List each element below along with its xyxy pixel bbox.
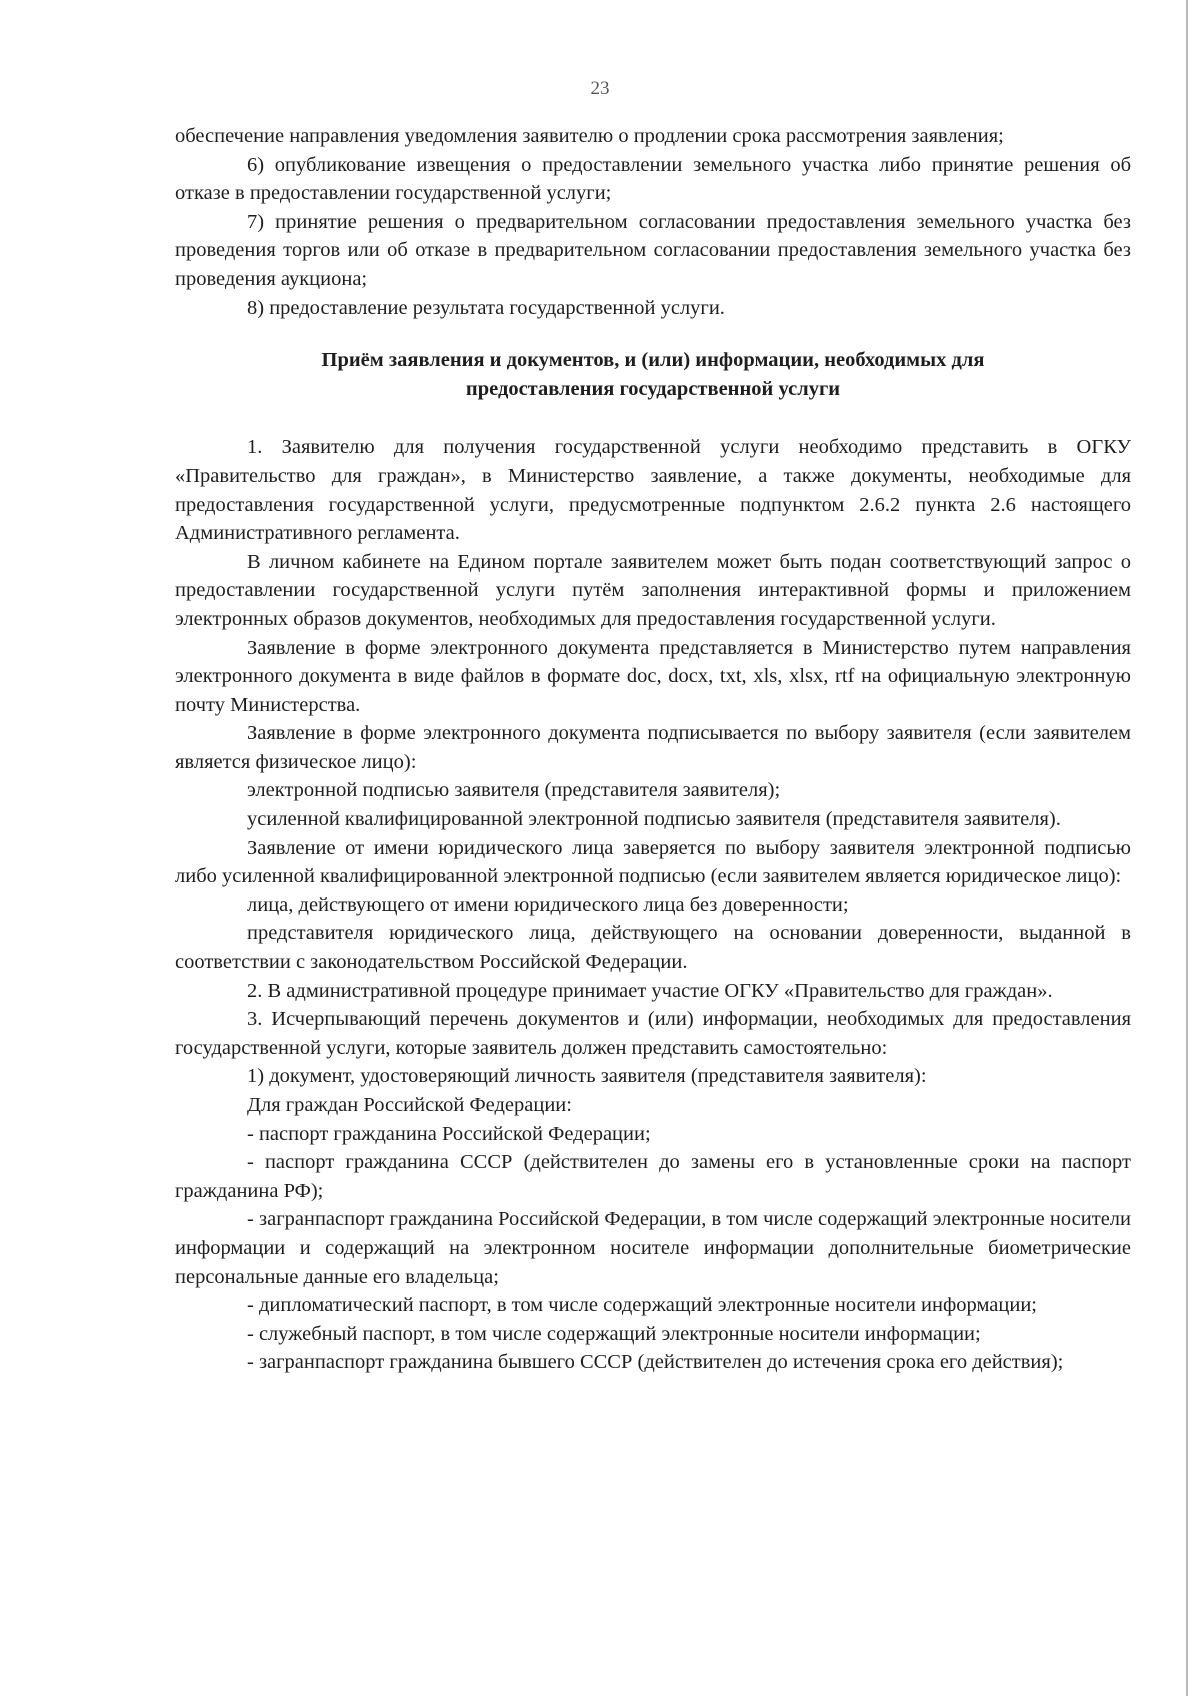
paragraph: Заявление от имени юридического лица заверяется по выбору заявителя электронной подписью либо усиленной квалифицированной электронной подписью (если заявителем является юридическое лицо): [175,836,1131,888]
paragraph: - паспорт гражданина Российской Федерации; [247,1122,651,1145]
paragraph: 1. Заявителю для получения государственной услуги необходимо представить в ОГКУ «Правительство для граждан», в Министерство заявление, а также документы, необходимые для предоставления государственной услуги, предусмотренные подпунктом 2.6.2 пункта 2.6 настоящего Административного регламента. [175,436,1131,545]
paragraph: лица, действующего от имени юридического лица без доверенности; [247,893,849,916]
paragraph: 3. Исчерпывающий перечень документов и (или) информации, необходимых для предоставления государственной услуги, которые заявитель должен представить самостоятельно: [175,1008,1131,1059]
page-number: 23 [590,78,610,99]
paragraph: 1) документ, удостоверяющий личность заявителя (представителя заявителя): [247,1065,927,1088]
paragraph: - загранпаспорт гражданина бывшего СССР (действителен до истечения срока его действия); [247,1351,1064,1374]
paragraph: Для граждан Российской Федерации: [247,1094,572,1116]
section-heading-line: предоставления государственной услуги [465,377,841,400]
paragraph: 2. В административной процедуре принимает участие ОГКУ «Правительство для граждан». [247,979,1053,1002]
paragraph: Заявление в форме электронного документа представляется в Министерство путем направления электронного документа в виде файлов в формате doc, docx, txt, xls, xlsx, rtf на официальную электронную почту Министерства. [175,636,1131,716]
section-heading [175,346,1131,403]
paragraph: 6) опубликование извещения о предоставлении земельного участка либо принятие решения об отказе в предоставлении государственной услуги; [175,153,1131,205]
paragraph: представителя юридического лица, действующего на основании доверенности, выданной в соответствии с законодательством Российской Федерации. [175,922,1131,974]
paragraph: 7) принятие решения о предварительном согласовании предоставления земельного участка без проведения торгов или об отказе в предварительном согласовании предоставления земельного участка без проведения аукциона; [175,210,1131,290]
paragraph: Заявление в форме электронного документа подписывается по выбору заявителя (если заявителем является физическое лицо): [175,722,1131,773]
document-body [175,122,1131,1377]
paragraph: - паспорт гражданина СССР (действителен до замены его в установленные сроки на паспорт гражданина РФ); [175,1151,1131,1202]
paragraph: обеспечение направления уведомления заявителю о продлении срока рассмотрения заявления; [175,125,1004,147]
paragraph: В личном кабинете на Едином портале заявителем может быть подан соответствующий запрос о предоставлении государственной услуги путём заполнения интерактивной формы и приложением электронных образов документов, необходимых для предоставления государственной услуги. [175,550,1131,630]
section-heading-line: Приём заявления и документов, и (или) информации, необходимых для [321,349,985,372]
paragraph: - служебный паспорт, в том числе содержащий электронные носители информации; [247,1322,981,1345]
paragraph: усиленной квалифицированной электронной подписью заявителя (представителя заявителя). [247,808,1061,831]
paragraph: - загранпаспорт гражданина Российской Федерации, в том числе содержащий электронные носители информации и содержащий на электронном носителе информации дополнительные биометрические персональные данные его владельца; [175,1208,1131,1288]
page-edge [1186,0,1188,1696]
paragraph: электронной подписью заявителя (представителя заявителя); [247,779,781,802]
paragraph: - дипломатический паспорт, в том числе содержащий электронные носители информации; [247,1294,1037,1317]
paragraph: 8) предоставление результата государственной услуги. [247,296,725,319]
